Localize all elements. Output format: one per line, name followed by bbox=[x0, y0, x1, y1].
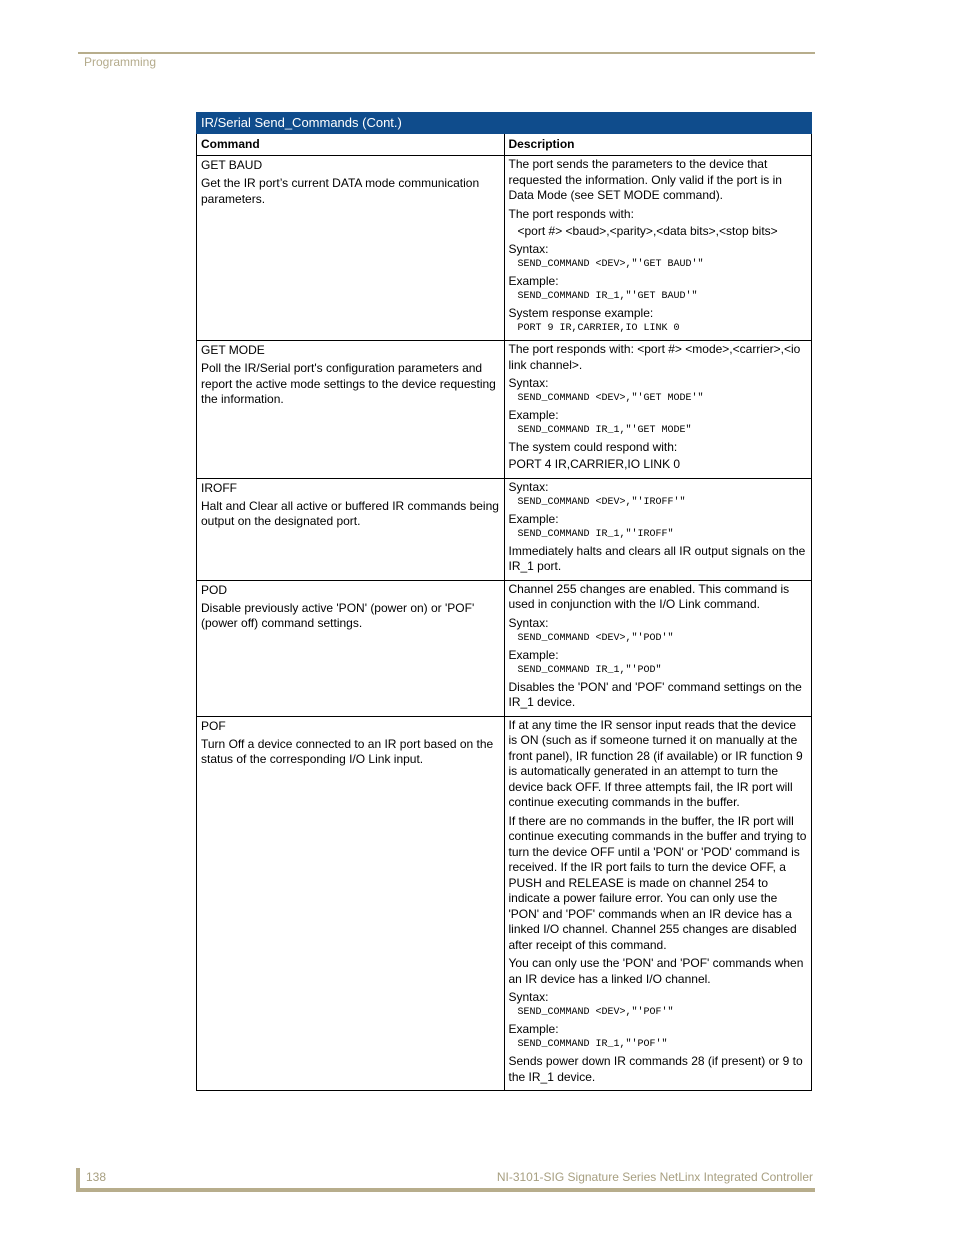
table-title-row bbox=[197, 113, 812, 134]
command-name: POF bbox=[201, 718, 226, 733]
command-name: GET BAUD bbox=[201, 158, 263, 172]
example-code: SEND_COMMAND IR_1,"'GET MODE" bbox=[517, 425, 692, 436]
example-label: Example: bbox=[508, 1022, 559, 1036]
table-header-row bbox=[197, 134, 812, 156]
command-cell bbox=[197, 478, 505, 580]
command-cell bbox=[197, 341, 505, 479]
description-cell bbox=[504, 478, 812, 580]
description-text: The port responds with: <port #> <mode>,<carrier>,<io link channel>. bbox=[508, 342, 801, 372]
command-summary: Disable previously active 'PON' (power on) or 'POF' (power off) command settings. bbox=[201, 600, 475, 631]
syntax-code: SEND_COMMAND <DEV>,"'POF'" bbox=[517, 1007, 674, 1018]
syntax-label: Syntax: bbox=[508, 615, 549, 630]
description-cell bbox=[504, 341, 812, 479]
table-row bbox=[197, 156, 812, 341]
syntax-code: SEND_COMMAND <DEV>,"'POD'" bbox=[517, 632, 674, 644]
command-cell bbox=[197, 156, 505, 341]
example-code: SEND_COMMAND IR_1,"'GET BAUD'" bbox=[517, 291, 698, 302]
document-title: NI-3101-SIG Signature Series NetLinx Integrated Controller bbox=[496, 1170, 813, 1184]
syntax-label: Syntax: bbox=[508, 242, 549, 256]
description-cell bbox=[504, 156, 812, 341]
response-label: System response example: bbox=[508, 306, 654, 320]
description-text: The port responds with: bbox=[508, 206, 634, 221]
table-row bbox=[197, 478, 812, 580]
description-text: If at any time the IR sensor input reads that the device is ON (such as if someone turned it on manually at the front panel), IR function 28 (if available) or IR function 9 is automatically generated in an attempt to turn the device back OFF. If three attempts fail, the IR port will continue executing commands in the buffer. bbox=[508, 717, 803, 809]
description-text: Sends power down IR commands 28 (if present) or 9 to the IR_1 device. bbox=[508, 1054, 803, 1084]
page-number: 138 bbox=[86, 1170, 107, 1184]
example-code: SEND_COMMAND IR_1,"'POD" bbox=[517, 664, 662, 676]
example-code: SEND_COMMAND IR_1,"'IROFF" bbox=[517, 528, 674, 540]
syntax-code: SEND_COMMAND <DEV>,"'GET BAUD'" bbox=[517, 259, 704, 270]
command-summary: Get the IR port’s current DATA mode communication parameters. bbox=[201, 176, 480, 206]
response-format: <port #> <baud>,<parity>,<data bits>,<stop bits> bbox=[517, 223, 778, 238]
command-summary: Halt and Clear all active or buffered IR commands being output on the designated port. bbox=[201, 498, 499, 529]
description-text: Disables the 'PON' and 'POF' command settings on the IR_1 device. bbox=[508, 679, 802, 709]
example-code: SEND_COMMAND IR_1,"'POF'" bbox=[517, 1039, 668, 1050]
description-text: You can only use the 'PON' and 'POF' commands when an IR device has a linked I/O channel. bbox=[508, 956, 804, 986]
column-header-command: Command bbox=[197, 134, 505, 156]
command-cell bbox=[197, 716, 505, 1091]
table-row bbox=[197, 341, 812, 479]
section-label: Programming bbox=[84, 55, 157, 69]
syntax-label: Syntax: bbox=[508, 479, 549, 494]
footer-rule bbox=[78, 1188, 815, 1192]
description-text: Immediately halts and clears all IR output signals on the IR_1 port. bbox=[508, 543, 806, 573]
command-summary: Turn Off a device connected to an IR port based on the status of the corresponding I/O Link input. bbox=[201, 736, 494, 767]
example-label: Example: bbox=[508, 511, 559, 526]
command-name: IROFF bbox=[201, 480, 237, 495]
syntax-label: Syntax: bbox=[508, 376, 549, 390]
syntax-code: SEND_COMMAND <DEV>,"'GET MODE'" bbox=[517, 393, 704, 404]
send-commands-table bbox=[196, 112, 812, 1091]
table-row bbox=[197, 580, 812, 716]
example-label: Example: bbox=[508, 408, 559, 422]
description-cell bbox=[504, 716, 812, 1091]
description-text: Channel 255 changes are enabled. This command is used in conjunction with the I/O Link command. bbox=[508, 581, 790, 611]
command-summary: Poll the IR/Serial port's configuration parameters and report the active mode settings to the device requesting the information. bbox=[201, 361, 496, 407]
syntax-code: SEND_COMMAND <DEV>,"'IROFF'" bbox=[517, 496, 686, 508]
column-header-description: Description bbox=[504, 134, 812, 156]
response-label: The system could respond with: bbox=[508, 440, 678, 454]
example-label: Example: bbox=[508, 274, 559, 288]
response-text: PORT 4 IR,CARRIER,IO LINK 0 bbox=[508, 457, 681, 471]
description-text: If there are no commands in the buffer, the IR port will continue executing commands in the buffer and trying to turn the device OFF until a 'PON' or 'POD' command is received. If the IR port fails to turn the device OFF, a PUSH and RELEASE is made on channel 254 to indicate a power failure error. You can only use the 'PON' and 'POF' commands when an IR device has a linked I/O channel. Channel 255 changes are disabled after receipt of this command. bbox=[508, 813, 807, 952]
table-title: IR/Serial Send_Commands (Cont.) bbox=[197, 113, 812, 134]
command-name: POD bbox=[201, 582, 228, 597]
syntax-label: Syntax: bbox=[508, 990, 549, 1004]
description-text: The port sends the parameters to the device that requested the information. Only valid if the port is in Data Mode (see SET MODE command). bbox=[508, 157, 782, 202]
example-label: Example: bbox=[508, 647, 559, 662]
command-cell bbox=[197, 580, 505, 716]
description-cell bbox=[504, 580, 812, 716]
response-code: PORT 9 IR,CARRIER,IO LINK 0 bbox=[517, 323, 680, 334]
table-row bbox=[197, 716, 812, 1091]
header-rule bbox=[78, 52, 815, 54]
command-name: GET MODE bbox=[201, 343, 265, 357]
